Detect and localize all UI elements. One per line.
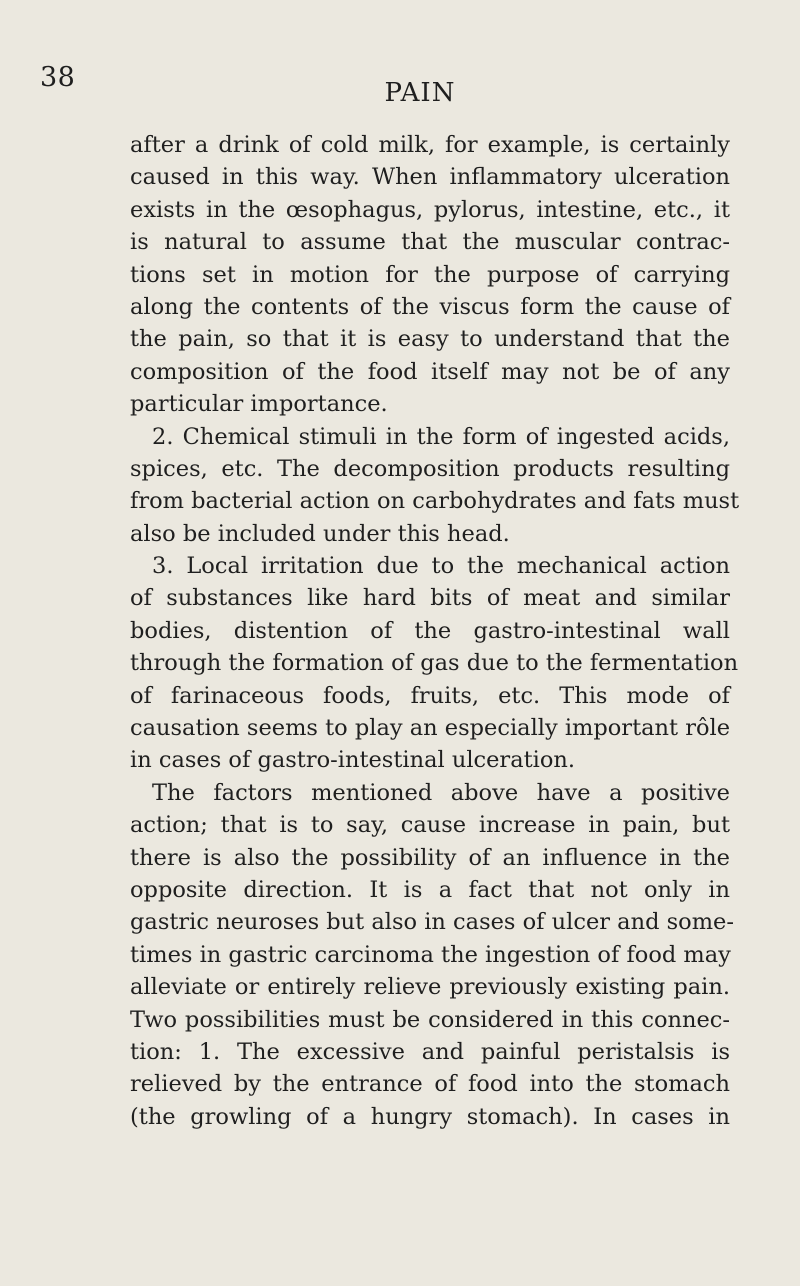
text-line: gastric neuroses but also in cases of ulcer and some- [130,909,734,936]
text-line: tion: 1. The excessive and painful peristalsis is [130,1038,730,1065]
text-line: times in gastric carcinoma the ingestion of food may [130,941,731,968]
text-line: the pain, so that it is easy to understand that the [130,326,730,353]
text-line: also be included under this head. [130,520,510,547]
text-line: bodies, distention of the gastro-intestinal wall [130,617,730,644]
text-line: (the growling of a hungry stomach). In cases in [130,1103,730,1130]
text-line: causation seems to play an especially important rôle [130,715,731,742]
text-line: alleviate or entirely relieve previously existing pain. [130,974,730,1001]
text-line: Two possibilities must be considered in this connec- [130,1006,730,1033]
text-line: along the contents of the viscus form the cause of [130,293,730,320]
text-line: from bacterial action on carbohydrates and fats must [130,488,740,515]
text-line: composition of the food itself may not be of any [130,358,730,385]
text-line: after a drink of cold milk, for example, is certainly [130,132,730,158]
text-line: tions set in motion for the purpose of carrying [130,261,730,288]
page-number: 38 [40,62,76,93]
text-line: spices, etc. The decomposition products resulting [130,455,730,482]
text-line: The factors mentioned above have a positive [152,779,730,806]
text-line: in cases of gastro-intestinal ulceration. [130,747,576,774]
text-line: is natural to assume that the muscular contrac- [130,229,730,256]
text-line: there is also the possibility of an influence in the [130,844,730,871]
text-line: through the formation of gas due to the fermentation [130,650,739,677]
text-line: exists in the œsophagus, pylorus, intestine, etc., it [130,196,730,223]
text-line: of substances like hard bits of meat and similar [130,585,730,612]
page-header [0,62,800,108]
body-text [130,129,740,1133]
text-line: action; that is to say, cause increase in pain, but [130,812,730,839]
text-line: relieved by the entrance of food into the stomach [130,1071,730,1098]
text-line: opposite direction. It is a fact that not only in [130,876,730,903]
text-line: 3. Local irritation due to the mechanical action [152,553,730,580]
running-head: PAIN [384,78,456,108]
text-line: 2. Chemical stimuli in the form of ingested acids, [152,423,730,450]
text-line: particular importance. [130,391,388,418]
text-line: caused in this way. When inflammatory ulceration [130,164,730,191]
text-line: of farinaceous foods, fruits, etc. This mode of [130,682,730,709]
